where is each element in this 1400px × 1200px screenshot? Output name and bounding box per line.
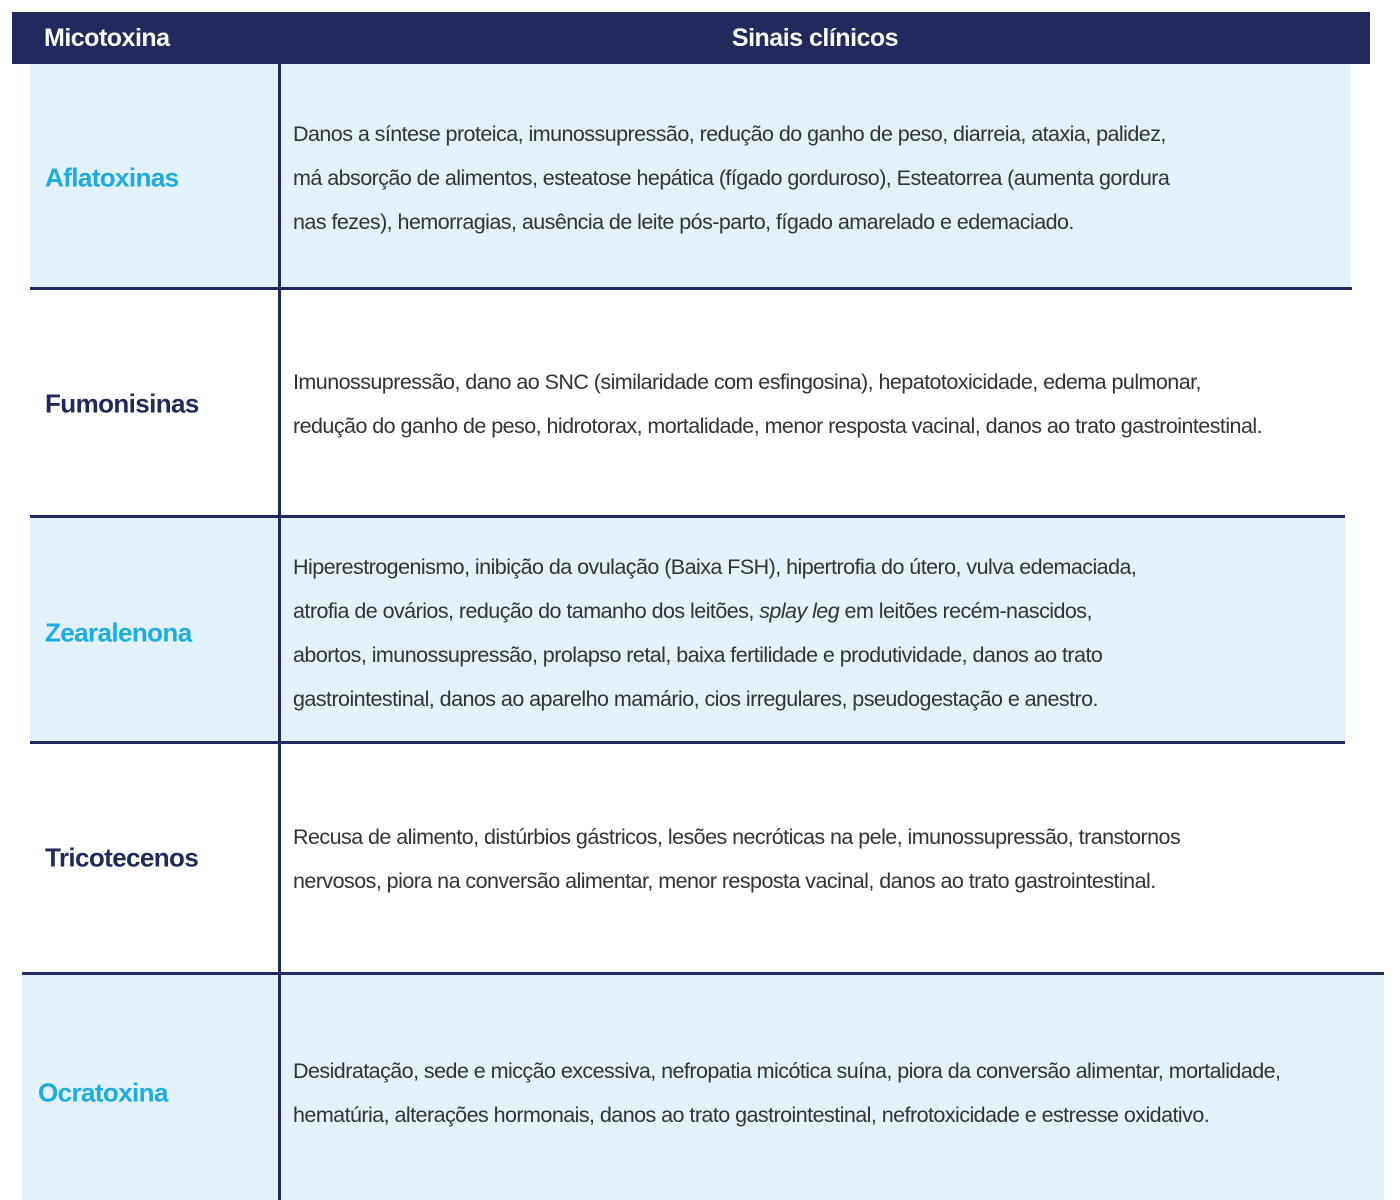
mycotoxin-name-tricotecenos: Tricotecenos <box>45 842 199 873</box>
clinical-signs-zearalenona <box>293 545 1378 721</box>
clinical-signs-line: nervosos, piora na conversão alimentar, menor resposta vacinal, danos ao trato gastrointestinal. <box>293 869 1156 893</box>
table-header <box>12 12 1370 64</box>
mycotoxin-name-fumonisinas: Fumonisinas <box>45 388 199 419</box>
clinical-signs-italic-term: splay leg <box>759 599 840 623</box>
row-separator <box>30 515 1345 518</box>
clinical-signs-line: abortos, imunossupressão, prolapso retal, baixa fertilidade e produtividade, danos ao trato <box>293 643 1103 667</box>
mycotoxin-name-ocratoxina: Ocratoxina <box>38 1077 168 1108</box>
clinical-signs-line: redução do ganho de peso, hidrotorax, mortalidade, menor resposta vacinal, danos ao trato gastrointestinal. <box>293 414 1263 438</box>
clinical-signs-line: má absorção de alimentos, esteatose hepática (fígado gorduroso), Esteatorrea (aumenta gordura <box>293 166 1170 190</box>
clinical-signs-fumonisinas <box>293 360 1378 448</box>
header-sinais-clinicos: Sinais clínicos <box>731 24 899 52</box>
clinical-signs-line: hematúria, alterações hormonais, danos ao trato gastrointestinal, nefrotoxicidade e estresse oxidativo. <box>293 1103 1210 1127</box>
clinical-signs-line: Danos a síntese proteica, imunossupressão, redução do ganho de peso, diarreia, ataxia, palidez, <box>293 122 1166 146</box>
row-separator <box>22 972 1384 975</box>
clinical-signs-line: Imunossupressão, dano ao SNC (similaridade com esfingosina), hepatotoxicidade, edema pulmonar, <box>293 370 1201 394</box>
clinical-signs-text: em leitões recém-nascidos, <box>839 599 1092 623</box>
clinical-signs-text: atrofia de ovários, redução do tamanho dos leitões, <box>293 599 760 623</box>
clinical-signs-line: Desidratação, sede e micção excessiva, nefropatia micótica suína, piora da conversão alimentar, mortalidade, <box>293 1059 1281 1083</box>
clinical-signs-line: gastrointestinal, danos ao aparelho mamário, cios irregulares, pseudogestação e anestro. <box>293 687 1098 711</box>
column-divider <box>278 64 281 1200</box>
clinical-signs-aflatoxinas <box>293 112 1378 244</box>
header-micotoxina: Micotoxina <box>44 24 170 52</box>
row-separator <box>30 287 1352 290</box>
clinical-signs-ocratoxina <box>293 1049 1378 1137</box>
clinical-signs-line: Recusa de alimento, distúrbios gástricos, lesões necróticas na pele, imunossupressão, transtornos <box>293 825 1181 849</box>
row-separator <box>30 741 1345 744</box>
clinical-signs-line: Hiperestrogenismo, inibição da ovulação (Baixa FSH), hipertrofia do útero, vulva edemaciada, <box>293 555 1137 579</box>
mycotoxin-name-zearalenona: Zearalenona <box>45 617 192 648</box>
mycotoxin-name-aflatoxinas: Aflatoxinas <box>45 162 179 193</box>
clinical-signs-line: nas fezes), hemorragias, ausência de leite pós-parto, fígado amarelado e edemaciado. <box>293 210 1074 234</box>
clinical-signs-tricotecenos <box>293 815 1378 903</box>
clinical-signs-line <box>293 589 1378 633</box>
